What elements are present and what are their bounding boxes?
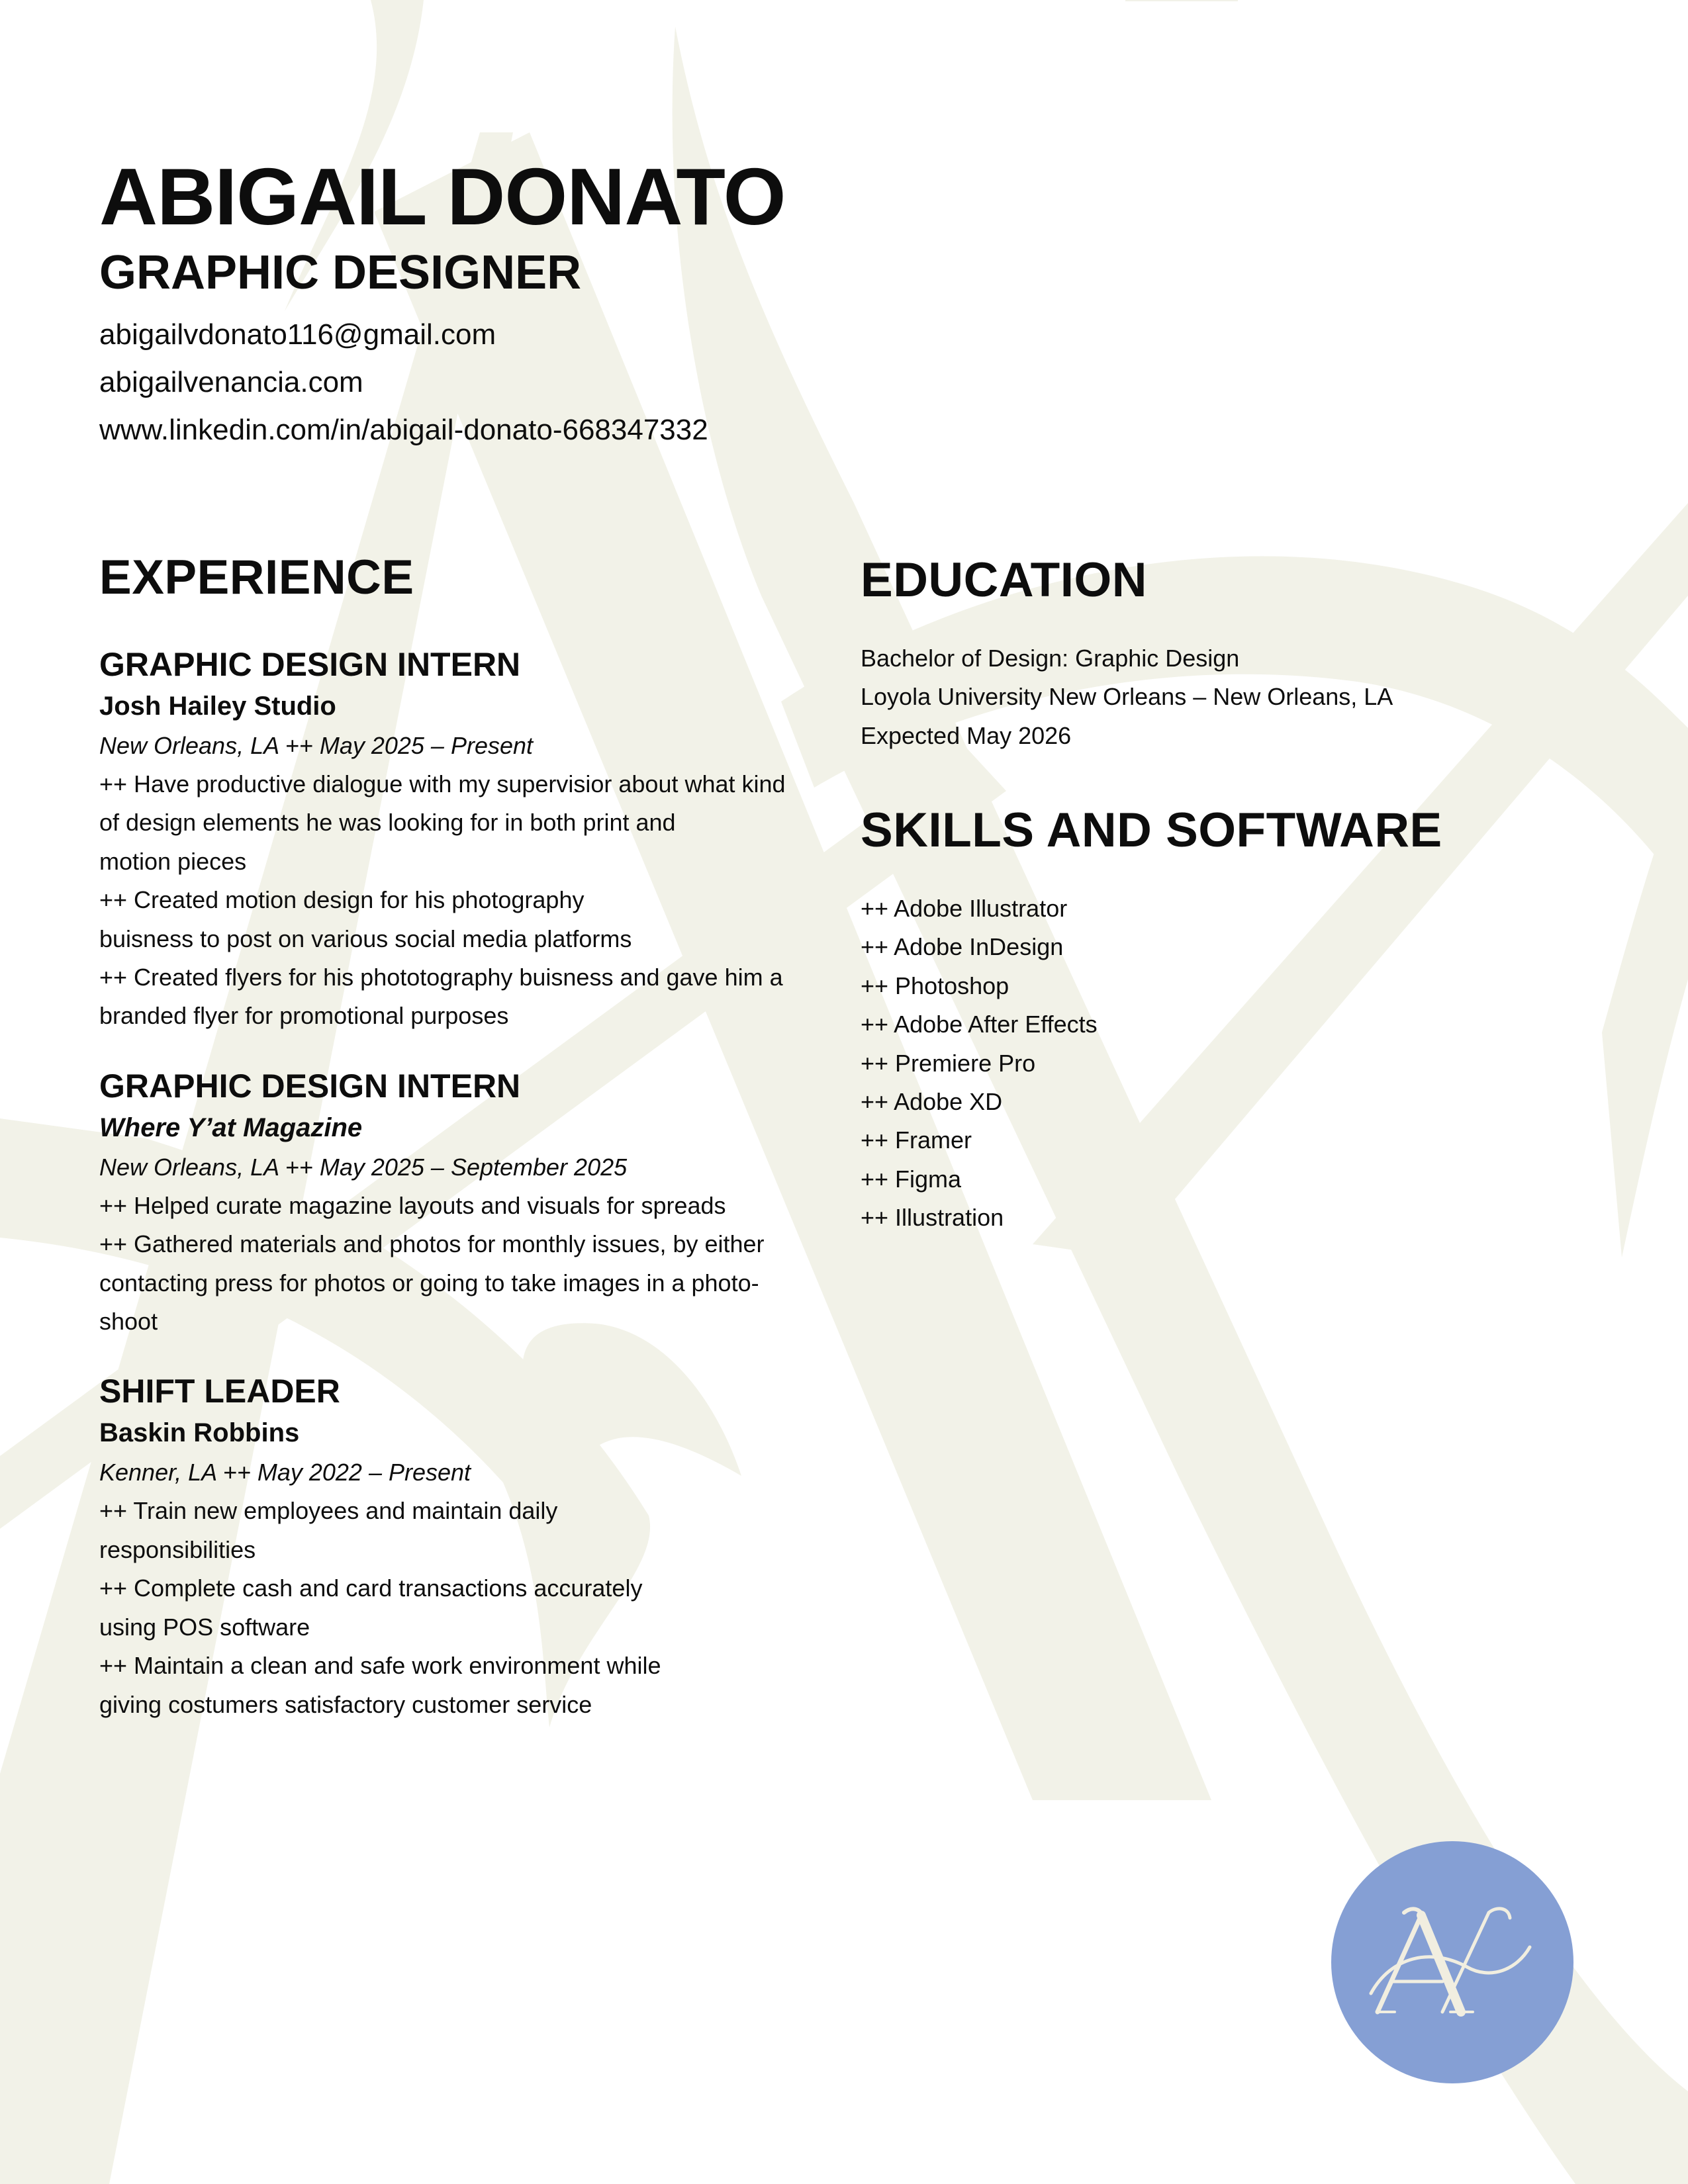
experience-heading: EXPERIENCE — [99, 551, 414, 604]
job-title: GRAPHIC DESIGN INTERN — [99, 646, 521, 683]
skill-item: ++ Figma — [861, 1165, 962, 1193]
job-meta: New Orleans, LA ++ May 2025 – Present — [99, 732, 534, 759]
job-bullets — [99, 1492, 834, 1723]
job-bullet-line: ++ Helped curate magazine layouts and visuals for spreads — [99, 1191, 726, 1219]
skill-item: ++ Adobe After Effects — [861, 1011, 1098, 1038]
job-role-title: GRAPHIC DESIGNER — [99, 246, 582, 299]
job-bullet-line: shoot — [99, 1308, 158, 1336]
job-bullet-line: motion pieces — [99, 847, 247, 875]
website-link[interactable]: abigailvenancia.com — [99, 366, 363, 398]
job-entry — [99, 1370, 834, 1723]
job-bullet-line: giving costumers satisfactory customer service — [99, 1690, 592, 1718]
job-bullet-line: ++ Created flyers for his phototography buisness and gave him a — [99, 964, 783, 991]
job-title: GRAPHIC DESIGN INTERN — [99, 1067, 521, 1105]
education-heading: EDUCATION — [861, 553, 1148, 607]
job-bullet-line: ++ Created motion design for his photography — [99, 886, 585, 914]
job-bullet-line: contacting press for photos or going to take images in a photo- — [99, 1269, 759, 1297]
job-company: Josh Hailey Studio — [99, 692, 336, 721]
job-meta: Kenner, LA ++ May 2022 – Present — [99, 1459, 471, 1486]
job-entry — [99, 1065, 834, 1342]
job-company: Where Y’at Magazine — [99, 1113, 363, 1142]
candidate-name: ABIGAIL DONATO — [99, 152, 786, 242]
skill-item: ++ Framer — [861, 1126, 972, 1154]
skill-item: ++ Illustration — [861, 1204, 1004, 1232]
contact-block — [99, 311, 708, 454]
job-bullet-line: ++ Have productive dialogue with my supervisior about what kind — [99, 770, 786, 797]
email-link[interactable]: abigailvdonato116@gmail.com — [99, 318, 496, 351]
job-bullet-line: ++ Complete cash and card transactions accurately — [99, 1574, 643, 1602]
job-bullet-line: branded flyer for promotional purposes — [99, 1002, 509, 1030]
job-title: SHIFT LEADER — [99, 1373, 340, 1410]
skill-item: ++ Adobe XD — [861, 1088, 1003, 1116]
job-bullet-line: buisness to post on various social media platforms — [99, 925, 632, 952]
skills-heading: SKILLS AND SOFTWARE — [861, 803, 1442, 857]
job-bullet-line: responsibilities — [99, 1535, 256, 1563]
degree-line: Bachelor of Design: Graphic Design — [861, 645, 1240, 672]
experience-list — [99, 643, 834, 1753]
job-bullet-line: ++ Maintain a clean and safe work environment while — [99, 1652, 661, 1680]
job-meta: New Orleans, LA ++ May 2025 – September 2025 — [99, 1153, 628, 1181]
skill-item: ++ Premiere Pro — [861, 1049, 1036, 1077]
job-bullets — [99, 765, 834, 1036]
job-bullet-line: using POS software — [99, 1613, 310, 1641]
job-bullet-line: ++ Gathered materials and photos for monthly issues, by either — [99, 1230, 765, 1258]
education-details — [861, 639, 1523, 755]
skill-item: ++ Adobe InDesign — [861, 933, 1064, 961]
job-bullet-line: of design elements he was looking for in both print and — [99, 809, 676, 837]
skills-list — [861, 889, 1523, 1238]
job-entry — [99, 643, 834, 1036]
job-bullet-line: ++ Train new employees and maintain daily — [99, 1497, 558, 1525]
skill-item: ++ Adobe Illustrator — [861, 895, 1068, 922]
skill-item: ++ Photoshop — [861, 972, 1009, 999]
school-line: Loyola University New Orleans – New Orleans, LA — [861, 683, 1393, 711]
job-company: Baskin Robbins — [99, 1418, 300, 1448]
linkedin-link[interactable]: www.linkedin.com/in/abigail-donato-668347332 — [99, 414, 708, 446]
job-bullets — [99, 1187, 834, 1342]
av-monogram-logo — [1331, 1841, 1573, 2083]
graduation-line: Expected May 2026 — [861, 721, 1072, 749]
